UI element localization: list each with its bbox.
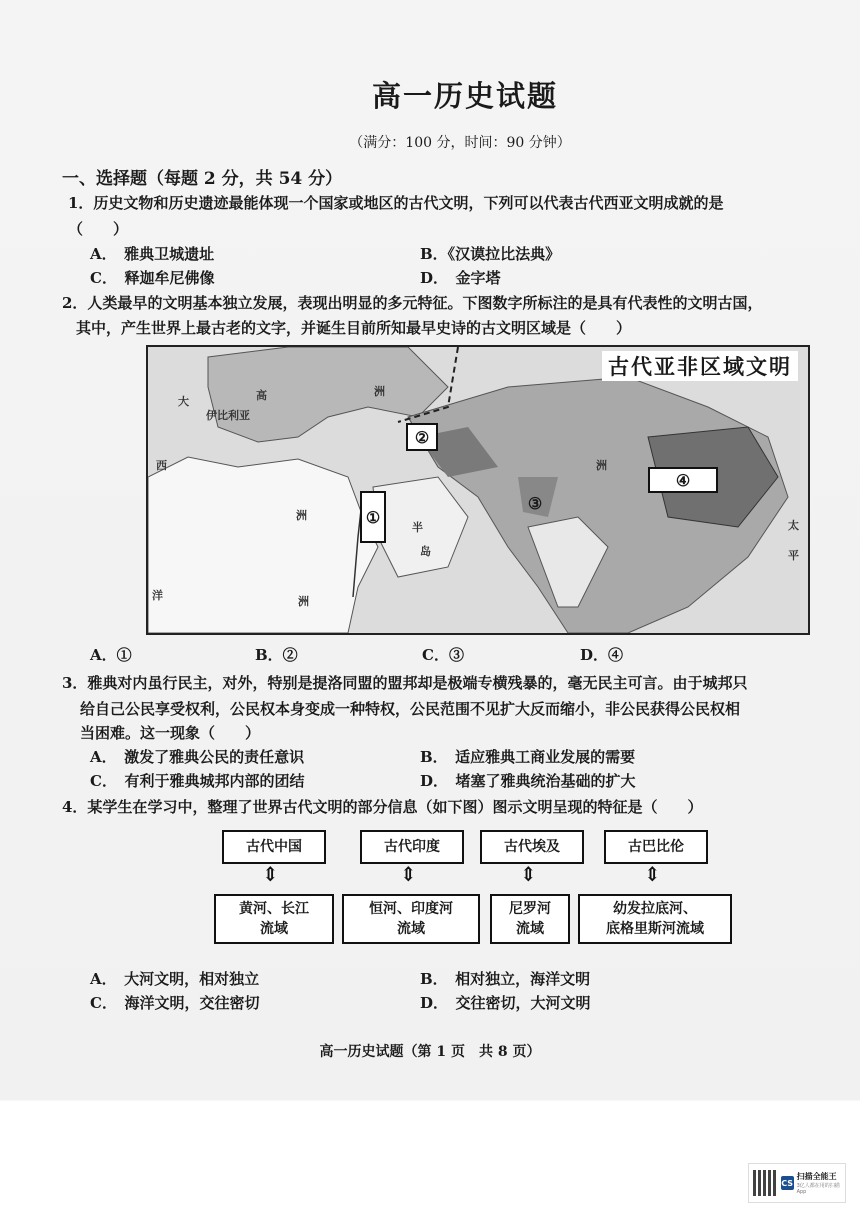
civ-box-india: 古代印度 (360, 830, 464, 864)
question-3-text: 3．雅典对内虽行民主，对外，特别是提洛同盟的盟邦却是极端专横残暴的，毫无民主可言。由于城邦只 (62, 674, 748, 692)
double-arrow-icon: ⇕ (520, 862, 537, 886)
q3-option-b: B． 适应雅典工商业发展的需要 (420, 748, 636, 766)
map-label: 洲 (596, 459, 607, 472)
river-box-egypt (490, 894, 570, 944)
river-box-china (214, 894, 334, 944)
map-marker-2: ② (406, 423, 438, 451)
q3-option-a: A． 激发了雅典公民的责任意识 (90, 748, 305, 766)
map-label: 西 (156, 459, 167, 472)
q1-option-c: C． 释迦牟尼佛像 (90, 269, 215, 287)
double-arrow-icon: ⇕ (644, 862, 661, 886)
q3-option-d: D． 堵塞了雅典统治基础的扩大 (420, 772, 636, 790)
map-label: 洋 (152, 589, 163, 602)
camscanner-logo-icon: CS (781, 1176, 794, 1190)
map-label: 半 (412, 521, 423, 534)
q4-option-d: D． 交往密切，大河文明 (420, 994, 591, 1012)
map-label: 太 (788, 519, 799, 532)
question-2-text-line2: 其中，产生世界上最古老的文字，并诞生目前所知最早史诗的古文明区域是（ ） (76, 319, 632, 337)
q1-option-a: A． 雅典卫城遗址 (90, 245, 215, 263)
q2-option-a: A．① (90, 646, 132, 664)
ancient-civilizations-map (146, 345, 810, 635)
river-suffix: 流域 (516, 921, 544, 937)
river-box-india (342, 894, 480, 944)
river-suffix: 流域 (397, 921, 425, 937)
q2-option-d: D．④ (580, 646, 624, 664)
double-arrow-icon: ⇕ (400, 862, 417, 886)
river-name: 黄河、长江 (239, 901, 309, 917)
qr-code-icon (753, 1170, 777, 1196)
map-label: 洲 (296, 509, 307, 522)
exam-subtitle: （满分：100 分，时间：90 分钟） (349, 135, 571, 151)
map-marker-1: ① (360, 491, 386, 543)
map-label: 平 (788, 549, 799, 562)
q2-option-c: C．③ (422, 646, 464, 664)
page-footer: 高一历史试题（第 1 页 共 8 页） (319, 1044, 541, 1060)
map-label: 洲 (298, 595, 309, 608)
river-box-babylon (578, 894, 732, 944)
scanner-text (797, 1171, 845, 1195)
q2-option-b: B．② (255, 646, 298, 664)
question-3-text-line3: 当困难。这一现象（ ） (80, 724, 261, 742)
q4-option-a: A． 大河文明，相对独立 (90, 970, 260, 988)
river-name: 恒河、印度河 (369, 901, 453, 917)
map-label: 岛 (420, 545, 431, 558)
q4-option-c: C． 海洋文明，交往密切 (90, 994, 260, 1012)
map-label: 洲 (374, 385, 385, 398)
scanner-name: 扫描全能王 (796, 1172, 837, 1181)
civ-box-babylon: 古巴比伦 (604, 830, 708, 864)
question-1-blank: （ ） (68, 220, 129, 238)
q1-option-b: B．《汉谟拉比法典》 (420, 245, 561, 263)
question-3-text-line2: 给自己公民享受权利，公民权本身变成一种特权，公民范围不见扩大反而缩小，非公民获得公民权相 (80, 700, 741, 718)
scanner-watermark (748, 1163, 846, 1203)
question-2-text: 2．人类最早的文明基本独立发展，表现出明显的多元特征。下图数字所标注的是具有代表性的文明古国， (62, 294, 763, 312)
river-suffix: 流域 (260, 921, 288, 937)
question-4-text: 4．某学生在学习中，整理了世界古代文明的部分信息（如下图）图示文明呈现的特征是（ ） (62, 798, 703, 816)
section-heading: 一、选择题（每题 2 分，共 54 分） (62, 169, 343, 189)
map-label: 大 (178, 395, 189, 408)
double-arrow-icon: ⇕ (262, 862, 279, 886)
river-name: 幼发拉底河、 (613, 901, 697, 917)
map-marker-3: ③ (527, 493, 543, 513)
river-suffix: 底格里斯河流域 (606, 921, 704, 937)
map-label: 伊比利亚 (206, 409, 250, 422)
civ-box-egypt: 古代埃及 (480, 830, 584, 864)
page-title: 高一历史试题 (371, 79, 558, 113)
scanner-tagline: 3亿人都在用的扫描App (796, 1183, 840, 1195)
q3-option-c: C． 有利于雅典城邦内部的团结 (90, 772, 305, 790)
map-marker-4: ④ (648, 467, 718, 493)
question-1-text: 1．历史文物和历史遗迹最能体现一个国家或地区的古代文明，下列可以代表古代西亚文明成就的是 (68, 194, 724, 212)
q4-option-b: B． 相对独立，海洋文明 (420, 970, 591, 988)
river-name: 尼罗河 (509, 901, 551, 917)
map-label: 高 (256, 389, 267, 402)
civ-box-china: 古代中国 (222, 830, 326, 864)
q1-option-d: D． 金字塔 (420, 269, 501, 287)
map-title: 古代亚非区域文明 (602, 351, 798, 381)
